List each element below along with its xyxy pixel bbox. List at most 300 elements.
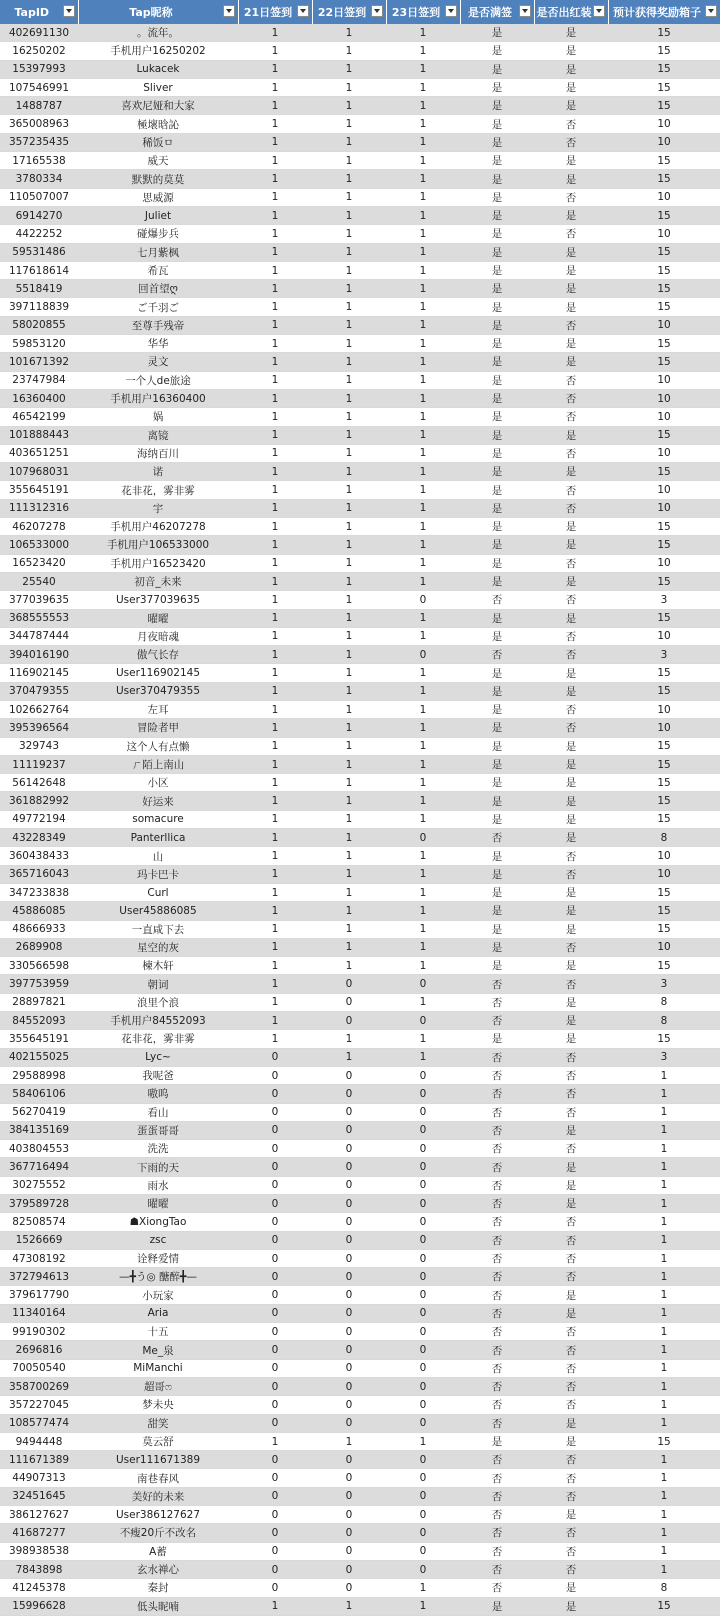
cell-tapid[interactable]: 403804553: [0, 1140, 78, 1158]
cell-red-gear[interactable]: 是: [534, 810, 608, 828]
cell-tapid[interactable]: 56270419: [0, 1103, 78, 1121]
cell-nickname[interactable]: 华华: [78, 335, 238, 353]
cell-signin-23[interactable]: 0: [386, 1213, 460, 1231]
cell-tapid[interactable]: 367716494: [0, 1158, 78, 1176]
cell-nickname[interactable]: 超哥ෆ: [78, 1377, 238, 1395]
cell-signin-21[interactable]: 0: [238, 1213, 312, 1231]
cell-reward-boxes[interactable]: 1: [608, 1103, 720, 1121]
cell-tapid[interactable]: 58406106: [0, 1085, 78, 1103]
cell-reward-boxes[interactable]: 1: [608, 1396, 720, 1414]
cell-nickname[interactable]: User116902145: [78, 664, 238, 682]
cell-red-gear[interactable]: 否: [534, 1048, 608, 1066]
cell-red-gear[interactable]: 否: [534, 938, 608, 956]
cell-reward-boxes[interactable]: 10: [608, 554, 720, 572]
cell-tapid[interactable]: 110507007: [0, 188, 78, 206]
cell-full-signin[interactable]: 否: [460, 646, 534, 664]
cell-red-gear[interactable]: 否: [534, 627, 608, 645]
cell-red-gear[interactable]: 是: [534, 1176, 608, 1194]
cell-signin-23[interactable]: 1: [386, 518, 460, 536]
cell-full-signin[interactable]: 是: [460, 1597, 534, 1615]
cell-signin-21[interactable]: 1: [238, 572, 312, 590]
cell-tapid[interactable]: 1526669: [0, 1231, 78, 1249]
cell-nickname[interactable]: Curl: [78, 883, 238, 901]
cell-reward-boxes[interactable]: 10: [608, 499, 720, 517]
cell-signin-21[interactable]: 1: [238, 755, 312, 773]
cell-tapid[interactable]: 116902145: [0, 664, 78, 682]
cell-full-signin[interactable]: 否: [460, 1451, 534, 1469]
cell-tapid[interactable]: 11119237: [0, 755, 78, 773]
cell-full-signin[interactable]: 是: [460, 152, 534, 170]
cell-red-gear[interactable]: 是: [534, 536, 608, 554]
cell-full-signin[interactable]: 是: [460, 225, 534, 243]
cell-tapid[interactable]: 49772194: [0, 810, 78, 828]
cell-tapid[interactable]: 45886085: [0, 902, 78, 920]
cell-full-signin[interactable]: 是: [460, 883, 534, 901]
cell-signin-23[interactable]: 1: [386, 298, 460, 316]
cell-reward-boxes[interactable]: 1: [608, 1176, 720, 1194]
cell-full-signin[interactable]: 否: [460, 1158, 534, 1176]
cell-signin-23[interactable]: 1: [386, 554, 460, 572]
cell-signin-21[interactable]: 1: [238, 518, 312, 536]
cell-nickname[interactable]: 诺: [78, 463, 238, 481]
cell-tapid[interactable]: 344787444: [0, 627, 78, 645]
cell-tapid[interactable]: 402691130: [0, 24, 78, 42]
cell-signin-21[interactable]: 0: [238, 1451, 312, 1469]
cell-reward-boxes[interactable]: 15: [608, 261, 720, 279]
cell-signin-23[interactable]: 1: [386, 463, 460, 481]
cell-signin-23[interactable]: 0: [386, 1560, 460, 1578]
cell-signin-22[interactable]: 1: [312, 280, 386, 298]
cell-reward-boxes[interactable]: 15: [608, 536, 720, 554]
cell-signin-22[interactable]: 1: [312, 755, 386, 773]
cell-nickname[interactable]: 灵文: [78, 353, 238, 371]
cell-full-signin[interactable]: 是: [460, 243, 534, 261]
cell-full-signin[interactable]: 是: [460, 133, 534, 151]
cell-red-gear[interactable]: 否: [534, 316, 608, 334]
cell-red-gear[interactable]: 否: [534, 371, 608, 389]
cell-reward-boxes[interactable]: 1: [608, 1066, 720, 1084]
cell-signin-22[interactable]: 1: [312, 883, 386, 901]
cell-full-signin[interactable]: 是: [460, 353, 534, 371]
cell-reward-boxes[interactable]: 15: [608, 572, 720, 590]
cell-red-gear[interactable]: 是: [534, 1414, 608, 1432]
cell-full-signin[interactable]: 否: [460, 1249, 534, 1267]
cell-tapid[interactable]: 48666933: [0, 920, 78, 938]
cell-signin-22[interactable]: 1: [312, 682, 386, 700]
cell-reward-boxes[interactable]: 15: [608, 97, 720, 115]
cell-red-gear[interactable]: 是: [534, 353, 608, 371]
cell-tapid[interactable]: 379589728: [0, 1195, 78, 1213]
cell-signin-21[interactable]: 1: [238, 993, 312, 1011]
cell-signin-22[interactable]: 1: [312, 335, 386, 353]
cell-reward-boxes[interactable]: 1: [608, 1524, 720, 1542]
cell-nickname[interactable]: 手机用户106533000: [78, 536, 238, 554]
cell-tapid[interactable]: 384135169: [0, 1121, 78, 1139]
cell-signin-21[interactable]: 1: [238, 609, 312, 627]
cell-signin-22[interactable]: 0: [312, 1066, 386, 1084]
cell-reward-boxes[interactable]: 15: [608, 609, 720, 627]
cell-full-signin[interactable]: 是: [460, 97, 534, 115]
cell-full-signin[interactable]: 否: [460, 1268, 534, 1286]
cell-nickname[interactable]: ㄏ陌上南山: [78, 755, 238, 773]
cell-tapid[interactable]: 58020855: [0, 316, 78, 334]
cell-full-signin[interactable]: 是: [460, 536, 534, 554]
cell-signin-23[interactable]: 0: [386, 1341, 460, 1359]
cell-signin-21[interactable]: 1: [238, 481, 312, 499]
cell-tapid[interactable]: 25540: [0, 572, 78, 590]
cell-full-signin[interactable]: 是: [460, 499, 534, 517]
cell-signin-22[interactable]: 0: [312, 1012, 386, 1030]
cell-tapid[interactable]: 28897821: [0, 993, 78, 1011]
cell-signin-21[interactable]: 1: [238, 774, 312, 792]
cell-signin-21[interactable]: 0: [238, 1195, 312, 1213]
cell-signin-22[interactable]: 1: [312, 499, 386, 517]
cell-nickname[interactable]: Me_泉: [78, 1341, 238, 1359]
cell-signin-22[interactable]: 1: [312, 572, 386, 590]
cell-nickname[interactable]: 花非花，雾非雾: [78, 481, 238, 499]
cell-red-gear[interactable]: 是: [534, 1286, 608, 1304]
cell-full-signin[interactable]: 是: [460, 774, 534, 792]
cell-reward-boxes[interactable]: 15: [608, 1030, 720, 1048]
cell-reward-boxes[interactable]: 1: [608, 1268, 720, 1286]
cell-signin-23[interactable]: 1: [386, 1030, 460, 1048]
cell-nickname[interactable]: 莫云舒: [78, 1432, 238, 1450]
cell-nickname[interactable]: ☗XiongTao: [78, 1213, 238, 1231]
cell-full-signin[interactable]: 否: [460, 1487, 534, 1505]
cell-reward-boxes[interactable]: 15: [608, 883, 720, 901]
cell-signin-22[interactable]: 0: [312, 975, 386, 993]
cell-signin-21[interactable]: 1: [238, 627, 312, 645]
cell-tapid[interactable]: 394016190: [0, 646, 78, 664]
cell-nickname[interactable]: 冒险者甲: [78, 719, 238, 737]
cell-signin-23[interactable]: 1: [386, 371, 460, 389]
cell-full-signin[interactable]: 否: [460, 1121, 534, 1139]
cell-signin-23[interactable]: 1: [386, 536, 460, 554]
cell-signin-23[interactable]: 1: [386, 152, 460, 170]
cell-tapid[interactable]: 30275552: [0, 1176, 78, 1194]
cell-full-signin[interactable]: 是: [460, 957, 534, 975]
cell-full-signin[interactable]: 否: [460, 829, 534, 847]
cell-signin-23[interactable]: 0: [386, 1158, 460, 1176]
cell-nickname[interactable]: User45886085: [78, 902, 238, 920]
cell-full-signin[interactable]: 是: [460, 682, 534, 700]
cell-signin-22[interactable]: 1: [312, 353, 386, 371]
cell-signin-21[interactable]: 1: [238, 426, 312, 444]
cell-red-gear[interactable]: 否: [534, 700, 608, 718]
cell-full-signin[interactable]: 否: [460, 975, 534, 993]
cell-signin-21[interactable]: 1: [238, 133, 312, 151]
cell-full-signin[interactable]: 是: [460, 792, 534, 810]
cell-full-signin[interactable]: 否: [460, 1524, 534, 1542]
cell-full-signin[interactable]: 是: [460, 78, 534, 96]
cell-signin-22[interactable]: 0: [312, 1249, 386, 1267]
cell-signin-23[interactable]: 1: [386, 1048, 460, 1066]
cell-signin-22[interactable]: 1: [312, 810, 386, 828]
cell-signin-21[interactable]: 1: [238, 591, 312, 609]
cell-red-gear[interactable]: 否: [534, 1066, 608, 1084]
cell-reward-boxes[interactable]: 10: [608, 847, 720, 865]
cell-tapid[interactable]: 386127627: [0, 1506, 78, 1524]
cell-reward-boxes[interactable]: 10: [608, 188, 720, 206]
cell-signin-21[interactable]: 1: [238, 920, 312, 938]
cell-full-signin[interactable]: 是: [460, 481, 534, 499]
cell-reward-boxes[interactable]: 10: [608, 225, 720, 243]
cell-reward-boxes[interactable]: 1: [608, 1469, 720, 1487]
cell-signin-23[interactable]: 0: [386, 1103, 460, 1121]
cell-red-gear[interactable]: 否: [534, 554, 608, 572]
cell-nickname[interactable]: 山: [78, 847, 238, 865]
cell-nickname[interactable]: 手机用户46207278: [78, 518, 238, 536]
cell-signin-23[interactable]: 1: [386, 865, 460, 883]
cell-tapid[interactable]: 379617790: [0, 1286, 78, 1304]
cell-nickname[interactable]: Lyc~: [78, 1048, 238, 1066]
cell-signin-21[interactable]: 0: [238, 1249, 312, 1267]
cell-red-gear[interactable]: 是: [534, 682, 608, 700]
cell-signin-21[interactable]: 0: [238, 1103, 312, 1121]
cell-reward-boxes[interactable]: 15: [608, 206, 720, 224]
cell-signin-21[interactable]: 0: [238, 1359, 312, 1377]
cell-red-gear[interactable]: 否: [534, 1396, 608, 1414]
cell-red-gear[interactable]: 是: [534, 1304, 608, 1322]
cell-signin-23[interactable]: 1: [386, 572, 460, 590]
cell-signin-21[interactable]: 1: [238, 335, 312, 353]
cell-red-gear[interactable]: 否: [534, 481, 608, 499]
cell-red-gear[interactable]: 是: [534, 463, 608, 481]
cell-signin-21[interactable]: 1: [238, 170, 312, 188]
cell-tapid[interactable]: 70050540: [0, 1359, 78, 1377]
cell-red-gear[interactable]: 否: [534, 865, 608, 883]
cell-signin-23[interactable]: 1: [386, 902, 460, 920]
cell-reward-boxes[interactable]: 1: [608, 1414, 720, 1432]
cell-reward-boxes[interactable]: 15: [608, 335, 720, 353]
cell-nickname[interactable]: 下雨的天: [78, 1158, 238, 1176]
cell-full-signin[interactable]: 是: [460, 206, 534, 224]
cell-signin-22[interactable]: 1: [312, 225, 386, 243]
cell-signin-21[interactable]: 0: [238, 1048, 312, 1066]
cell-red-gear[interactable]: 是: [534, 206, 608, 224]
cell-full-signin[interactable]: 是: [460, 389, 534, 407]
cell-signin-22[interactable]: 0: [312, 1085, 386, 1103]
cell-reward-boxes[interactable]: 8: [608, 993, 720, 1011]
cell-red-gear[interactable]: 是: [534, 243, 608, 261]
cell-signin-21[interactable]: 1: [238, 371, 312, 389]
cell-signin-23[interactable]: 1: [386, 133, 460, 151]
cell-signin-22[interactable]: 1: [312, 719, 386, 737]
cell-signin-22[interactable]: 1: [312, 865, 386, 883]
cell-signin-22[interactable]: 1: [312, 700, 386, 718]
cell-nickname[interactable]: 碰爆步兵: [78, 225, 238, 243]
cell-tapid[interactable]: 101671392: [0, 353, 78, 371]
cell-nickname[interactable]: 玛卡巴卡: [78, 865, 238, 883]
cell-signin-21[interactable]: 1: [238, 243, 312, 261]
cell-signin-22[interactable]: 0: [312, 1103, 386, 1121]
cell-tapid[interactable]: 377039635: [0, 591, 78, 609]
cell-signin-22[interactable]: 0: [312, 1231, 386, 1249]
cell-red-gear[interactable]: 是: [534, 774, 608, 792]
cell-tapid[interactable]: 2689908: [0, 938, 78, 956]
cell-signin-22[interactable]: 0: [312, 1323, 386, 1341]
cell-red-gear[interactable]: 否: [534, 115, 608, 133]
cell-reward-boxes[interactable]: 10: [608, 115, 720, 133]
cell-signin-23[interactable]: 1: [386, 755, 460, 773]
cell-full-signin[interactable]: 否: [460, 1341, 534, 1359]
cell-full-signin[interactable]: 是: [460, 518, 534, 536]
cell-signin-23[interactable]: 0: [386, 1304, 460, 1322]
cell-nickname[interactable]: 極壞晗訫: [78, 115, 238, 133]
cell-signin-22[interactable]: 0: [312, 1524, 386, 1542]
cell-signin-21[interactable]: 1: [238, 554, 312, 572]
cell-signin-23[interactable]: 0: [386, 1268, 460, 1286]
cell-full-signin[interactable]: 是: [460, 42, 534, 60]
cell-full-signin[interactable]: 是: [460, 24, 534, 42]
cell-signin-22[interactable]: 1: [312, 1432, 386, 1450]
cell-tapid[interactable]: 365008963: [0, 115, 78, 133]
cell-signin-21[interactable]: 1: [238, 902, 312, 920]
cell-signin-21[interactable]: 1: [238, 700, 312, 718]
cell-nickname[interactable]: 美好的未来: [78, 1487, 238, 1505]
cell-tapid[interactable]: 365716043: [0, 865, 78, 883]
cell-reward-boxes[interactable]: 1: [608, 1359, 720, 1377]
cell-signin-21[interactable]: 0: [238, 1579, 312, 1597]
filter-dropdown-icon[interactable]: [593, 5, 605, 17]
cell-signin-23[interactable]: 0: [386, 1524, 460, 1542]
cell-nickname[interactable]: ご千羽ご: [78, 298, 238, 316]
cell-reward-boxes[interactable]: 15: [608, 902, 720, 920]
cell-signin-21[interactable]: 0: [238, 1469, 312, 1487]
cell-reward-boxes[interactable]: 15: [608, 60, 720, 78]
cell-red-gear[interactable]: 是: [534, 152, 608, 170]
cell-signin-22[interactable]: 0: [312, 993, 386, 1011]
cell-full-signin[interactable]: 是: [460, 1030, 534, 1048]
cell-tapid[interactable]: 23747984: [0, 371, 78, 389]
cell-signin-22[interactable]: 1: [312, 536, 386, 554]
cell-signin-21[interactable]: 1: [238, 810, 312, 828]
cell-reward-boxes[interactable]: 8: [608, 1012, 720, 1030]
cell-nickname[interactable]: 诠释爱情: [78, 1249, 238, 1267]
cell-full-signin[interactable]: 是: [460, 426, 534, 444]
cell-signin-23[interactable]: 0: [386, 1451, 460, 1469]
cell-red-gear[interactable]: 否: [534, 188, 608, 206]
cell-full-signin[interactable]: 否: [460, 1542, 534, 1560]
cell-full-signin[interactable]: 是: [460, 737, 534, 755]
cell-signin-23[interactable]: 1: [386, 389, 460, 407]
cell-nickname[interactable]: 雨水: [78, 1176, 238, 1194]
cell-nickname[interactable]: 蛋蛋哥哥: [78, 1121, 238, 1139]
cell-full-signin[interactable]: 是: [460, 115, 534, 133]
cell-full-signin[interactable]: 是: [460, 664, 534, 682]
cell-red-gear[interactable]: 是: [534, 737, 608, 755]
cell-signin-23[interactable]: 0: [386, 1506, 460, 1524]
cell-signin-21[interactable]: 0: [238, 1140, 312, 1158]
cell-reward-boxes[interactable]: 10: [608, 133, 720, 151]
cell-signin-22[interactable]: 0: [312, 1451, 386, 1469]
cell-nickname[interactable]: User370479355: [78, 682, 238, 700]
cell-signin-22[interactable]: 1: [312, 444, 386, 462]
cell-signin-22[interactable]: 0: [312, 1579, 386, 1597]
cell-reward-boxes[interactable]: 1: [608, 1506, 720, 1524]
cell-red-gear[interactable]: 是: [534, 883, 608, 901]
cell-reward-boxes[interactable]: 15: [608, 792, 720, 810]
cell-red-gear[interactable]: 是: [534, 298, 608, 316]
cell-reward-boxes[interactable]: 10: [608, 408, 720, 426]
cell-nickname[interactable]: —╋う◎ 醣醉╋—: [78, 1268, 238, 1286]
cell-signin-23[interactable]: 0: [386, 1085, 460, 1103]
cell-nickname[interactable]: 楝木轩: [78, 957, 238, 975]
cell-nickname[interactable]: 回首望ღ: [78, 280, 238, 298]
cell-tapid[interactable]: 357227045: [0, 1396, 78, 1414]
cell-signin-21[interactable]: 0: [238, 1487, 312, 1505]
cell-reward-boxes[interactable]: 15: [608, 957, 720, 975]
cell-signin-21[interactable]: 0: [238, 1268, 312, 1286]
cell-signin-22[interactable]: 1: [312, 371, 386, 389]
cell-reward-boxes[interactable]: 3: [608, 975, 720, 993]
cell-signin-23[interactable]: 1: [386, 774, 460, 792]
cell-tapid[interactable]: 360438433: [0, 847, 78, 865]
cell-nickname[interactable]: 威天: [78, 152, 238, 170]
cell-signin-22[interactable]: 0: [312, 1560, 386, 1578]
cell-tapid[interactable]: 358700269: [0, 1377, 78, 1395]
cell-nickname[interactable]: 希瓦: [78, 261, 238, 279]
cell-tapid[interactable]: 106533000: [0, 536, 78, 554]
cell-tapid[interactable]: 82508574: [0, 1213, 78, 1231]
cell-signin-23[interactable]: 1: [386, 719, 460, 737]
cell-nickname[interactable]: 一个人de旅途: [78, 371, 238, 389]
cell-full-signin[interactable]: 否: [460, 993, 534, 1011]
cell-red-gear[interactable]: 否: [534, 133, 608, 151]
cell-full-signin[interactable]: 否: [460, 1066, 534, 1084]
cell-red-gear[interactable]: 否: [534, 1268, 608, 1286]
cell-reward-boxes[interactable]: 15: [608, 1432, 720, 1450]
cell-signin-23[interactable]: 0: [386, 1286, 460, 1304]
cell-reward-boxes[interactable]: 15: [608, 426, 720, 444]
cell-nickname[interactable]: 手机用户16523420: [78, 554, 238, 572]
cell-signin-22[interactable]: 1: [312, 426, 386, 444]
cell-signin-21[interactable]: 0: [238, 1085, 312, 1103]
cell-signin-23[interactable]: 0: [386, 1359, 460, 1377]
cell-signin-23[interactable]: 0: [386, 1396, 460, 1414]
cell-red-gear[interactable]: 是: [534, 60, 608, 78]
cell-signin-23[interactable]: 1: [386, 993, 460, 1011]
cell-signin-21[interactable]: 0: [238, 1231, 312, 1249]
cell-signin-23[interactable]: 1: [386, 24, 460, 42]
cell-signin-21[interactable]: 1: [238, 883, 312, 901]
cell-red-gear[interactable]: 是: [534, 42, 608, 60]
cell-reward-boxes[interactable]: 15: [608, 774, 720, 792]
cell-tapid[interactable]: 402155025: [0, 1048, 78, 1066]
cell-signin-23[interactable]: 1: [386, 60, 460, 78]
cell-signin-22[interactable]: 1: [312, 152, 386, 170]
cell-nickname[interactable]: 甜笑: [78, 1414, 238, 1432]
cell-signin-21[interactable]: 1: [238, 389, 312, 407]
cell-red-gear[interactable]: 否: [534, 225, 608, 243]
cell-signin-23[interactable]: 0: [386, 1121, 460, 1139]
cell-full-signin[interactable]: 是: [460, 335, 534, 353]
cell-reward-boxes[interactable]: 1: [608, 1377, 720, 1395]
cell-tapid[interactable]: 101888443: [0, 426, 78, 444]
cell-full-signin[interactable]: 是: [460, 700, 534, 718]
cell-signin-23[interactable]: 0: [386, 1176, 460, 1194]
cell-signin-23[interactable]: 1: [386, 499, 460, 517]
cell-red-gear[interactable]: 是: [534, 1195, 608, 1213]
cell-red-gear[interactable]: 是: [534, 792, 608, 810]
cell-full-signin[interactable]: 否: [460, 1213, 534, 1231]
cell-red-gear[interactable]: 否: [534, 646, 608, 664]
cell-nickname[interactable]: 南巷春风: [78, 1469, 238, 1487]
cell-signin-23[interactable]: 0: [386, 1195, 460, 1213]
cell-nickname[interactable]: 稀饭ㅁ: [78, 133, 238, 151]
cell-nickname[interactable]: 秦封: [78, 1579, 238, 1597]
cell-tapid[interactable]: 372794613: [0, 1268, 78, 1286]
